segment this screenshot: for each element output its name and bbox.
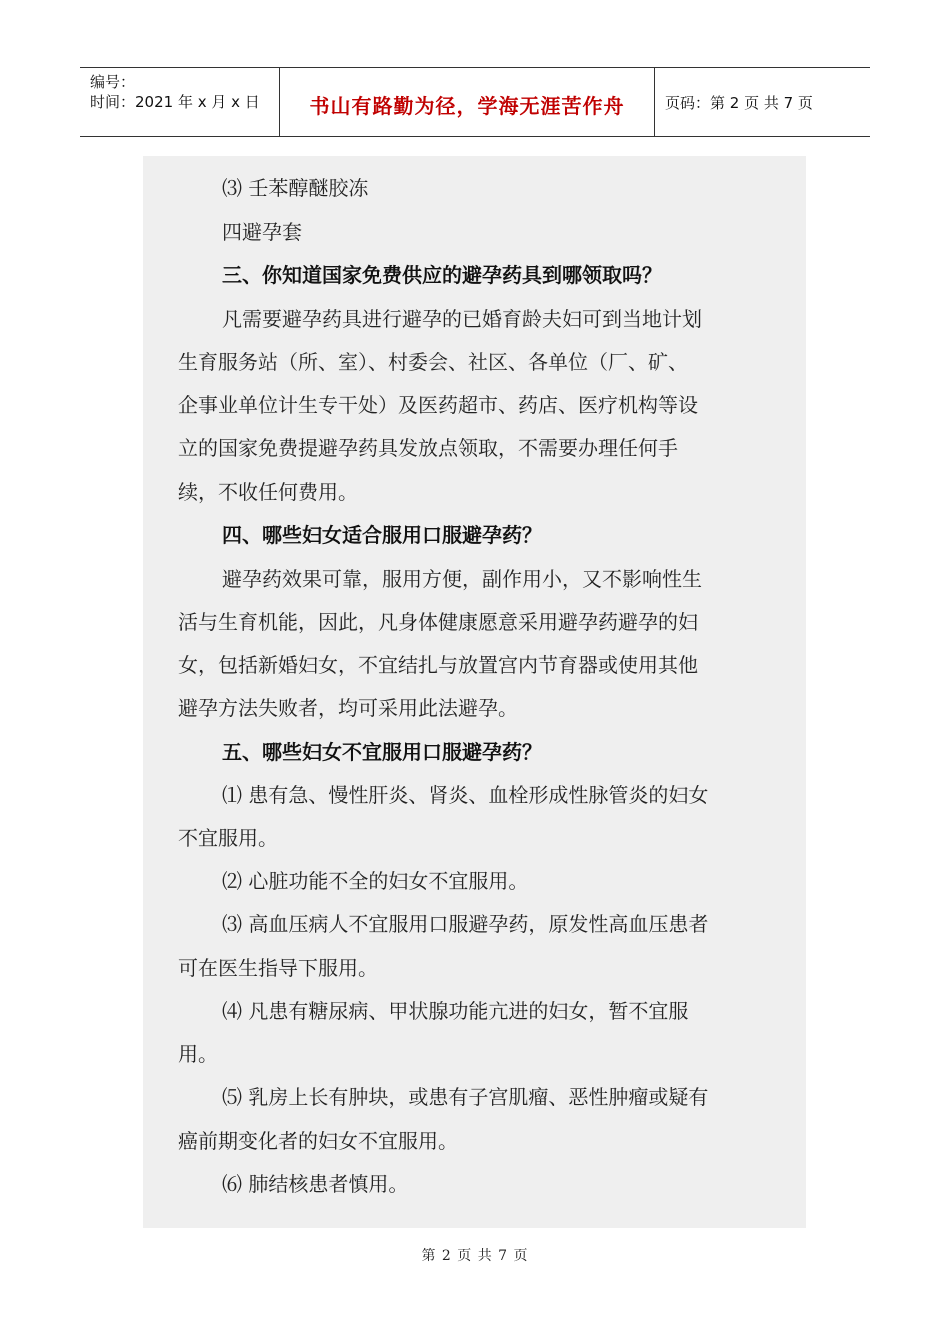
page-footer: 第 2 页 共 7 页 [421,1248,529,1264]
section-heading: 四、哪些妇女适合服用口服避孕药？ [222,523,542,547]
section-heading: 三、你知道国家免费供应的避孕药具到哪领取吗？ [222,263,662,287]
document-number-label: 编号： [90,73,136,91]
body-line: 癌前期变化者的妇女不宜服用。 [178,1129,458,1153]
body-line: ⑴ 患有急、慢性肝炎、肾炎、血栓形成性脉管炎的妇女 [222,783,709,807]
body-line: ⑵ 心脏功能不全的妇女不宜服用。 [222,869,529,893]
body-line: 女，包括新婚妇女，不宜结扎与放置宫内节育器或使用其他 [178,653,698,677]
body-line: ⑸ 乳房上长有肿块，或患有子宫肌瘤、恶性肿瘤或疑有 [222,1085,709,1109]
body-line: 避孕药效果可靠，服用方便，副作用小，又不影响性生 [222,567,702,591]
page-header [80,67,870,137]
body-line: 生育服务站（所、室）、村委会、社区、各单位（厂、矿、 [178,350,688,374]
body-line: 四避孕套 [222,220,302,244]
body-line: 不宜服用。 [178,826,278,850]
body-line: ⑶ 高血压病人不宜服用口服避孕药，原发性高血压患者 [222,912,709,936]
document-time-label: 时间：2021 年 x 月 x 日 [90,93,260,111]
body-line: 避孕方法失败者，均可采用此法避孕。 [178,696,518,720]
body-line: 凡需要避孕药具进行避孕的已婚育龄夫妇可到当地计划 [222,307,702,331]
body-line: 续，不收任何费用。 [178,480,358,504]
body-line: 可在医生指导下服用。 [178,956,378,980]
body-line: ⑶ 壬苯醇醚胶冻 [222,176,369,200]
body-line: 企事业单位计生专干处）及医药超市、药店、医疗机构等设 [178,393,698,417]
header-page-number: 页码：第 2 页 共 7 页 [665,93,813,112]
body-line: 活与生育机能，因此，凡身体健康愿意采用避孕药避孕的妇 [178,610,698,634]
header-motto-cell [280,68,655,136]
body-line: ⑷ 凡患有糖尿病、甲状腺功能亢进的妇女，暂不宜服 [222,999,689,1023]
section-heading: 五、哪些妇女不宜服用口服避孕药？ [222,740,542,764]
header-motto: 书山有路勤为径，学海无涯苦作舟 [309,93,625,118]
body-line: ⑹ 肺结核患者慎用。 [222,1172,409,1196]
header-meta [80,68,280,136]
header-page-info [655,68,870,136]
body-line: 用。 [178,1042,218,1066]
body-line: 立的国家免费提避孕药具发放点领取，不需要办理任何手 [178,436,678,460]
